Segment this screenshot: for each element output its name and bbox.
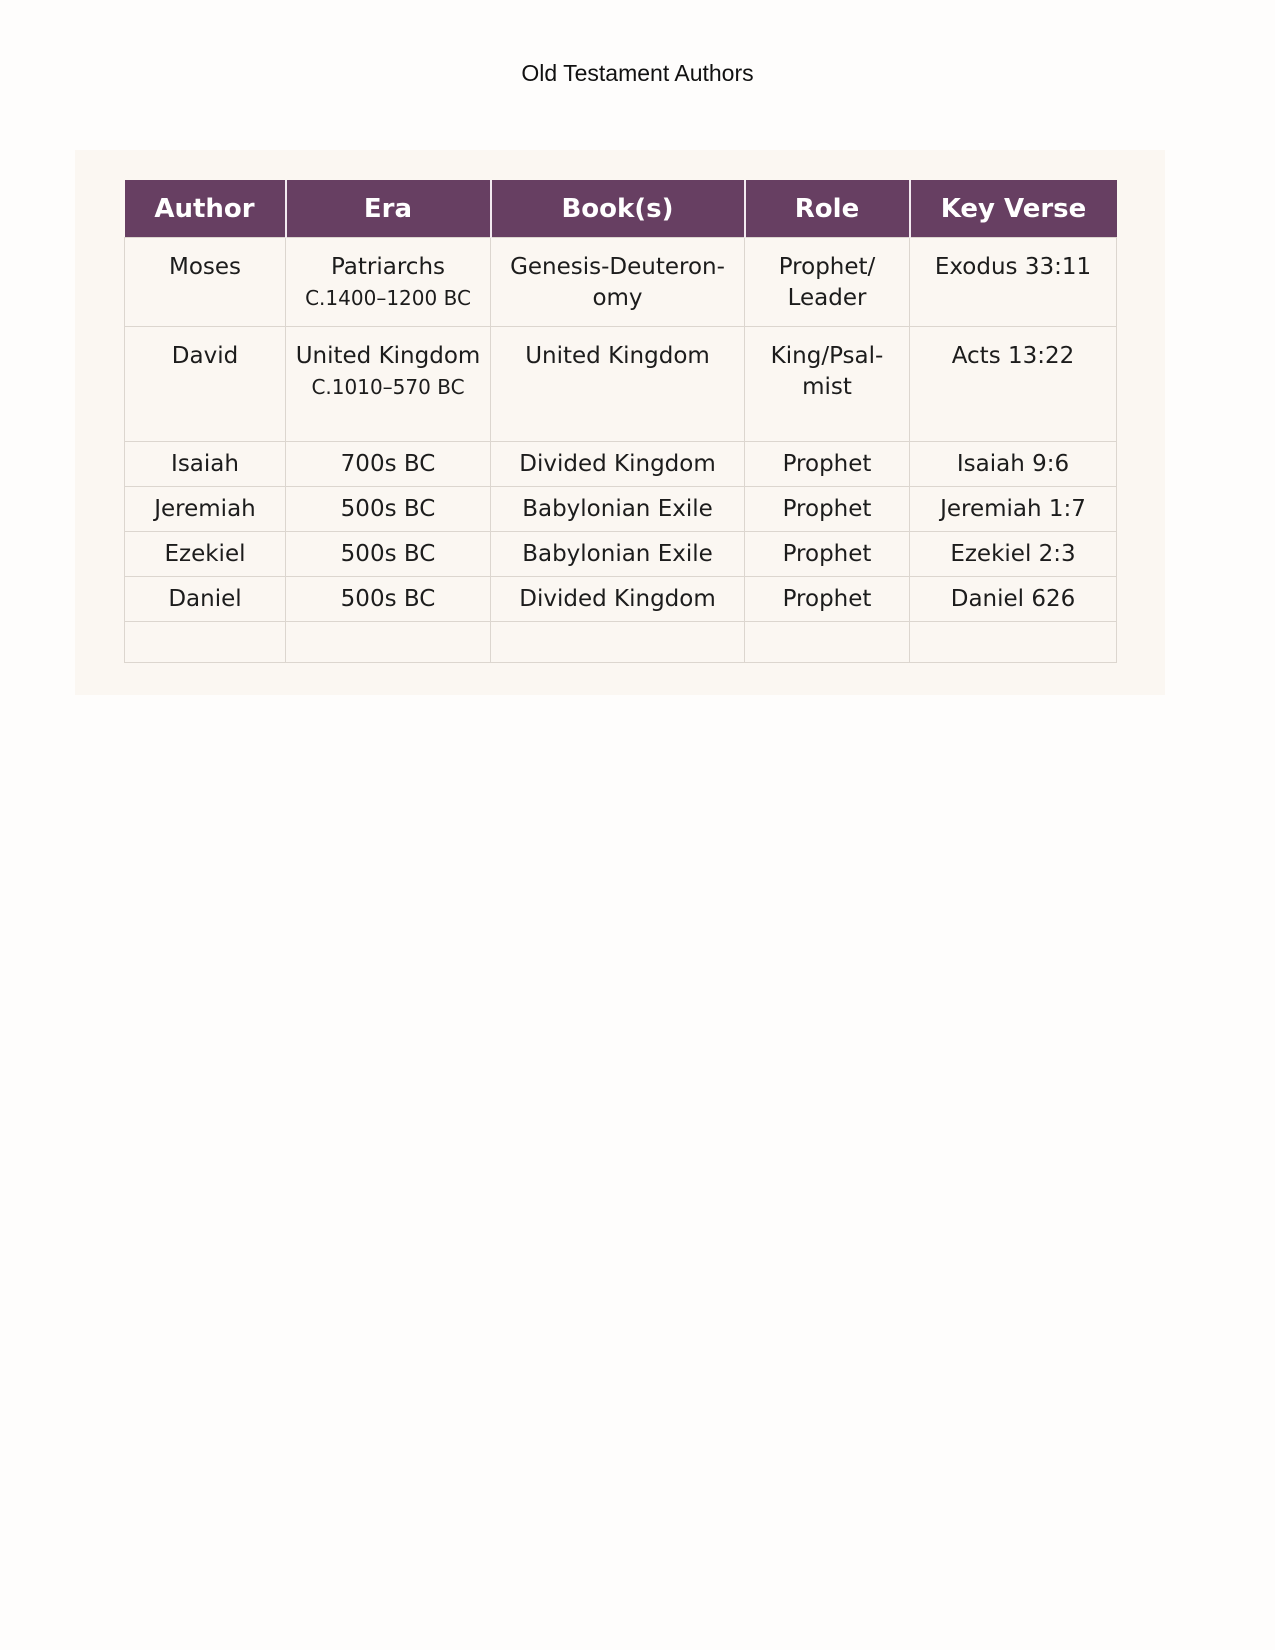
cell-key-verse: Daniel 626 bbox=[910, 577, 1117, 622]
cell-key-verse: Ezekiel 2:3 bbox=[910, 532, 1117, 577]
era-name: United Kingdom bbox=[295, 343, 481, 369]
cell-books: Genesis-Deuteron-omy bbox=[491, 238, 745, 327]
cell-era: 700s BC bbox=[286, 442, 491, 487]
authors-table-image bbox=[75, 150, 1165, 695]
cell-era: 500s BC bbox=[286, 487, 491, 532]
cell-author: Isaiah bbox=[125, 442, 286, 487]
header-key-verse: Key Verse bbox=[910, 180, 1117, 238]
cell-books: Babylonian Exile bbox=[491, 487, 745, 532]
empty-cell bbox=[745, 622, 910, 663]
cell-era bbox=[286, 238, 491, 327]
cell-author: Moses bbox=[125, 238, 286, 327]
authors-table bbox=[124, 180, 1117, 663]
cell-books: United Kingdom bbox=[491, 327, 745, 442]
cell-author: Ezekiel bbox=[125, 532, 286, 577]
cell-key-verse: Acts 13:22 bbox=[910, 327, 1117, 442]
cell-role: Prophet bbox=[745, 532, 910, 577]
table-row bbox=[125, 238, 1117, 327]
table-header-row bbox=[125, 180, 1117, 238]
cell-role: Prophet bbox=[745, 577, 910, 622]
header-books: Book(s) bbox=[491, 180, 745, 238]
cell-key-verse: Jeremiah 1:7 bbox=[910, 487, 1117, 532]
cell-role: Prophet bbox=[745, 442, 910, 487]
header-role: Role bbox=[745, 180, 910, 238]
cell-books: Divided Kingdom bbox=[491, 577, 745, 622]
table-row bbox=[125, 487, 1117, 532]
cell-key-verse: Isaiah 9:6 bbox=[910, 442, 1117, 487]
era-name: Patriarchs bbox=[330, 254, 446, 280]
page-title: Old Testament Authors bbox=[521, 60, 754, 86]
empty-cell bbox=[286, 622, 491, 663]
cell-era: 500s BC bbox=[286, 532, 491, 577]
era-date: C.1400–1200 BC bbox=[305, 286, 471, 310]
cell-author: Jeremiah bbox=[125, 487, 286, 532]
cell-role: Prophet/ Leader bbox=[745, 238, 910, 327]
empty-cell bbox=[910, 622, 1117, 663]
cell-role: Prophet bbox=[745, 487, 910, 532]
cell-books: Babylonian Exile bbox=[491, 532, 745, 577]
cell-era bbox=[286, 327, 491, 442]
cell-era: 500s BC bbox=[286, 577, 491, 622]
table-row bbox=[125, 327, 1117, 442]
era-date: C.1010–570 BC bbox=[311, 375, 465, 399]
header-author: Author bbox=[125, 180, 286, 238]
cell-books: Divided Kingdom bbox=[491, 442, 745, 487]
table-row bbox=[125, 532, 1117, 577]
header-era: Era bbox=[286, 180, 491, 238]
cell-author: David bbox=[125, 327, 286, 442]
table-row-cut-off bbox=[125, 622, 1117, 663]
cell-role: King/Psal-mist bbox=[745, 327, 910, 442]
cell-key-verse: Exodus 33:11 bbox=[910, 238, 1117, 327]
cell-author: Daniel bbox=[125, 577, 286, 622]
table-row bbox=[125, 577, 1117, 622]
empty-cell bbox=[125, 622, 286, 663]
empty-cell bbox=[491, 622, 745, 663]
table-row bbox=[125, 442, 1117, 487]
